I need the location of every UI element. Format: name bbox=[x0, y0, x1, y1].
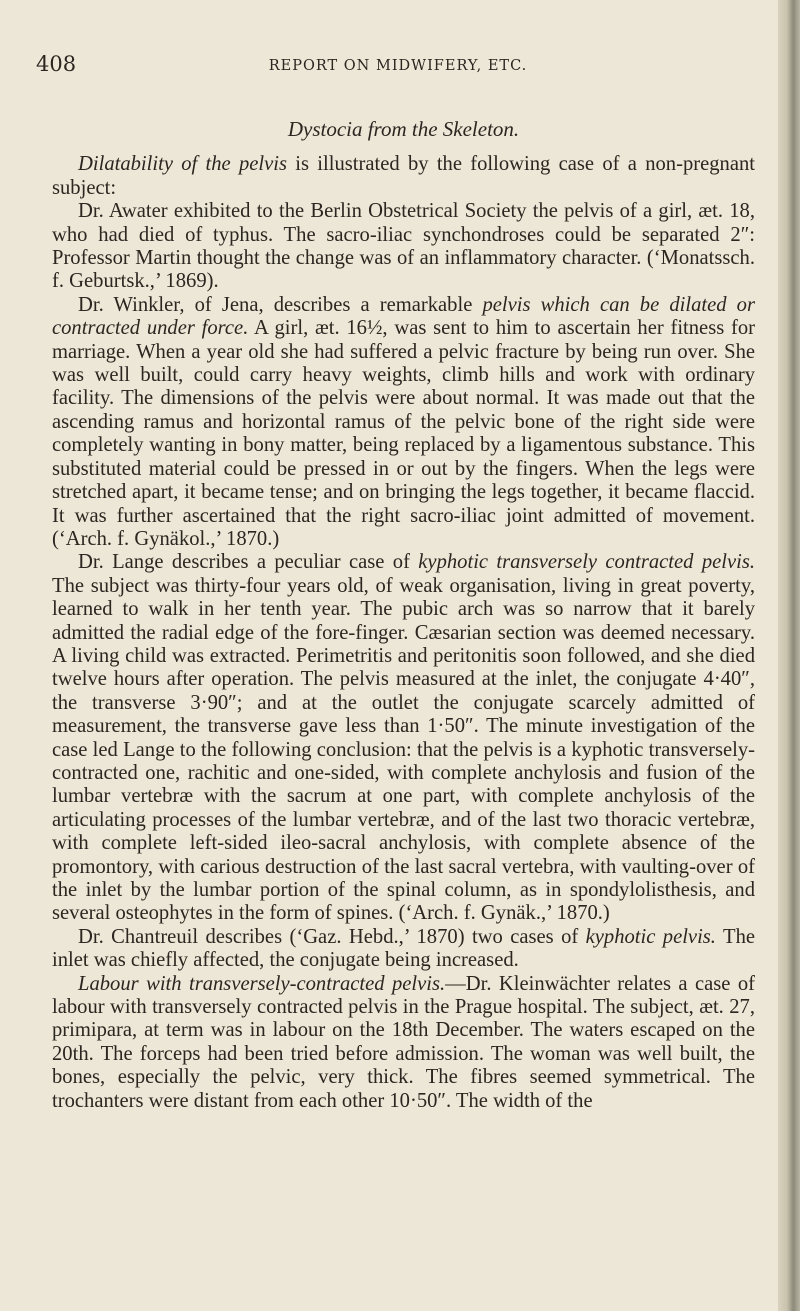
running-head: REPORT ON MIDWIFERY, ETC. bbox=[268, 58, 528, 74]
page-number: 408 bbox=[36, 52, 77, 76]
paragraph-text: The subject was thirty-four years old, of weak organisation, living in great poverty, learned to walk in her tenth year. The pubic arch was so narrow that it barely admitted the radial edge of the fore-finger. Cæsarian section was deemed necessary. A living child was extracted. Perimetritis and peritonitis soon followed, and she died twelve hours after operation. The pelvis measured at the inlet, the conjugate 4·40″, the transverse 3·90″; and at the outlet the conjugate scarcely admitted of measurement, the transverse gave less than 1·50″. The minute investigation of the case led Lange to the following conclusion: that the pelvis is a kyphotic transversely-contracted one, rachitic and one-sided, with complete anchylosis and fusion of the lumbar vertebræ with the sacrum at one part, with complete anchylosis of the articulating processes of the lumbar vertebræ, and of the last two thoracic vertebræ, with complete left-sided ileo-sacral anchylosis, with complete absence of the promontory, with carious destruction of the last sacral vertebra, with vaulting-over of the inlet by the lumbar portion of the spinal column, as in spondylolisthesis, and several osteophytes in the form of spines. (‘Arch. f. Gynäk.,’ 1870.) bbox=[52, 574, 755, 925]
paragraph-awater bbox=[52, 200, 755, 294]
page-header bbox=[36, 52, 760, 82]
paragraph-dilatability bbox=[52, 153, 755, 200]
page-edge bbox=[778, 0, 800, 1311]
paragraph-emphasis: pelvis which can be dilated or contracted under force. bbox=[52, 293, 755, 340]
paragraph-text: Dr. Awater exhibited to the Berlin Obstetrical Society the pelvis of a girl, æt. 18, who had died of typhus. The sacro-iliac synchondroses could be separated 2″: Professor Martin thought the change was of an inflammatory character. (‘Monatssch. f. Geburtsk.,’ 1869). bbox=[52, 200, 755, 293]
paragraph-labour bbox=[52, 973, 755, 1113]
paragraph-emphasis: kyphotic pelvis. bbox=[585, 925, 716, 948]
body-text bbox=[52, 118, 755, 1113]
section-title: Dystocia from the Skeleton. bbox=[287, 117, 520, 141]
paragraph-text: is illustrated by the following case of a non-pregnant subject: bbox=[52, 153, 755, 199]
paragraph-winkler bbox=[52, 294, 755, 551]
paragraph-lead: Dilatability of the pelvis bbox=[78, 153, 288, 176]
paragraph-text: Dr. Lange describes a peculiar case of bbox=[78, 551, 419, 574]
paragraph-emphasis: kyphotic transversely contracted pelvis. bbox=[418, 551, 755, 574]
paragraph-text: Dr. Winkler, of Jena, describes a remarkable bbox=[78, 293, 483, 316]
paragraph-text: A girl, æt. 16½, was sent to him to ascertain her fitness for marriage. When a year old she had suffered a pelvic fracture by being run over. She was well built, could carry heavy weights, climb hills and work with ordinary facility. The dimensions of the pelvis were about normal. It was made out that the ascending ramus and horizontal ramus of the pelvic bone of the right side were completely wanting in bony matter, being replaced by a ligamentous substance. This substituted material could be pressed in or out by the fingers. When the legs were stretched apart, it became tense; and on bringing the legs together, it became flaccid. It was further ascertained that the right sacro-iliac joint admitted of movement. (‘Arch. f. Gynäkol.,’ 1870.) bbox=[52, 317, 756, 550]
paragraph-lead: Labour with transversely-contracted pelvis. bbox=[78, 972, 446, 995]
paragraph-text: —Dr. Kleinwächter relates a case of labour with transversely contracted pelvis in the Prague hospital. The subject, æt. 27, primipara, at term was in labour on the 18th December. The waters escaped on the 20th. The forceps had been tried before admission. The woman was well built, the bones, especially the pelvic, very thick. The fibres seemed symmetrical. The trochanters were distant from each other 10·50″. The width of the bbox=[52, 972, 756, 1112]
paragraph-text: The inlet was chiefly affected, the conjugate being increased. bbox=[52, 925, 756, 972]
paragraph-chantreuil bbox=[52, 926, 755, 973]
paragraph-lange bbox=[52, 551, 755, 926]
paragraph-text: Dr. Chantreuil describes (‘Gaz. Hebd.,’ 1870) two cases of bbox=[78, 925, 586, 948]
